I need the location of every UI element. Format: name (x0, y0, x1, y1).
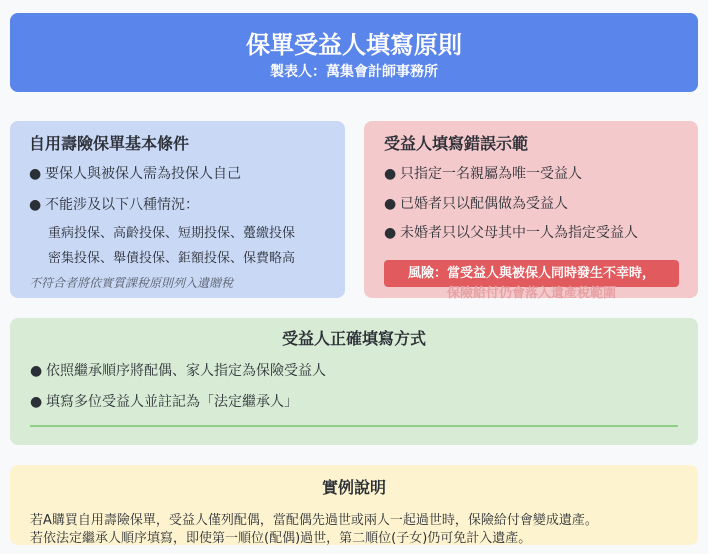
bullet-icon: ● (384, 166, 397, 182)
page-title: 保單受益人填寫原則 (246, 31, 462, 59)
conditions-sub-line: 重病投保、高齡投保、短期投保、躉繳投保 (48, 226, 296, 241)
errors-item: ● 未婚者只以父母其中一人為指定受益人 (384, 225, 638, 241)
conditions-sub-line: 密集投保、舉債投保、鉅額投保、保費略高 (48, 251, 296, 266)
example-card (10, 465, 698, 545)
example-title: 實例說明 (321, 478, 386, 497)
bullet-icon: ● (29, 166, 42, 182)
errors-item: ● 只指定一名親屬為唯一受益人 (384, 166, 582, 182)
conditions-item: ● 要保人與被保人需為投保人自己 (29, 166, 241, 182)
correct-item: ● 填寫多位受益人並註記為「法定繼承人」 (30, 394, 298, 410)
correct-item: ● 依照繼承順序將配偶、家人指定為保險受益人 (30, 363, 326, 379)
example-line: 若依法定繼承人順序填寫，即使第一順位(配偶)過世，第二順位(子女)仍可免計入遺產。 (30, 531, 532, 546)
conditions-title: 自用壽險保單基本條件 (29, 134, 190, 153)
conditions-note: 不符合者將依實質課稅原則列入遺贈稅 (29, 276, 234, 290)
conditions-card (10, 121, 345, 298)
correct-method-card (10, 318, 698, 445)
errors-title: 受益人填寫錯誤示範 (384, 134, 529, 153)
divider-line (30, 425, 678, 427)
risk-warning-text: 保險給付仍會落入遺產稅範圍 (446, 286, 616, 301)
page-subtitle: 製表人：萬集會計師事務所 (270, 64, 438, 80)
bullet-icon: ● (30, 363, 43, 379)
conditions-item: ● 不能涉及以下八種情況： (29, 197, 199, 213)
bullet-icon: ● (30, 394, 43, 410)
header-banner (10, 13, 698, 92)
risk-warning-badge: 風險：當受益人與被保人同時發生不幸時， (384, 260, 679, 287)
correct-title: 受益人正確填寫方式 (281, 329, 426, 348)
errors-card (364, 121, 698, 301)
bullet-icon: ● (384, 196, 397, 212)
errors-item: ● 已婚者只以配偶做為受益人 (384, 196, 568, 212)
bullet-icon: ● (384, 225, 397, 241)
example-line: 若A購買自用壽險保單，受益人僅列配偶，當配偶先過世或兩人一起過世時，保險給付會變成遺產。 (30, 513, 598, 528)
bullet-icon: ● (29, 197, 42, 213)
